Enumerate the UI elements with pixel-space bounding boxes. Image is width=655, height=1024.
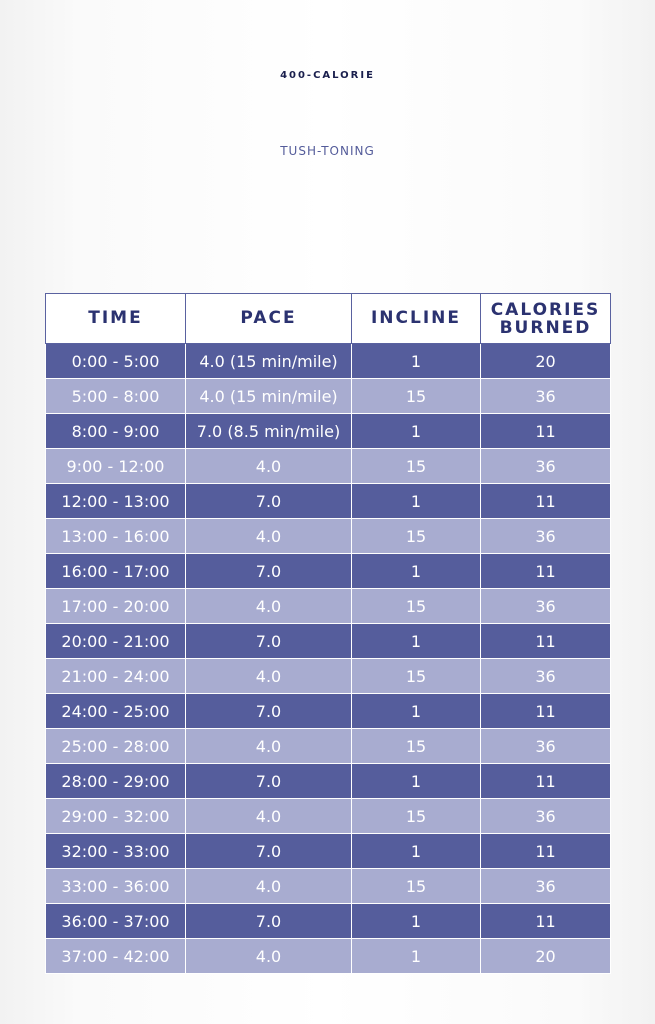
table-row [46,939,611,974]
pace-cell: 4.0 (15 min/mile) [186,379,352,414]
time-cell: 5:00 - 8:00 [46,379,186,414]
table-row [46,484,611,519]
calories-cell: 36 [481,659,611,694]
calories-cell: 36 [481,869,611,904]
pace-cell: 4.0 [186,659,352,694]
pace-cell: 4.0 [186,869,352,904]
pace-cell: 7.0 [186,624,352,659]
pace-cell: 4.0 [186,449,352,484]
table-row [46,764,611,799]
incline-cell: 1 [352,939,481,974]
table-row [46,624,611,659]
incline-cell: 15 [352,869,481,904]
table-row [46,799,611,834]
incline-cell: 15 [352,799,481,834]
header-calories-burned: CALORIES BURNED [481,294,611,344]
time-cell: 33:00 - 36:00 [46,869,186,904]
time-cell: 29:00 - 32:00 [46,799,186,834]
table-row [46,904,611,939]
incline-cell: 1 [352,834,481,869]
calories-cell: 11 [481,764,611,799]
header-incline: INCLINE [352,294,481,344]
title-line-1: 400-CALORIE [280,70,375,81]
calories-cell: 11 [481,624,611,659]
calories-cell: 36 [481,729,611,764]
calories-cell: 36 [481,519,611,554]
time-cell: 13:00 - 16:00 [46,519,186,554]
incline-cell: 15 [352,449,481,484]
time-cell: 24:00 - 25:00 [46,694,186,729]
pace-cell: 4.0 [186,519,352,554]
pace-cell: 7.0 [186,484,352,519]
pace-cell: 7.0 [186,904,352,939]
table-row [46,519,611,554]
time-cell: 0:00 - 5:00 [46,344,186,379]
time-cell: 9:00 - 12:00 [46,449,186,484]
incline-cell: 15 [352,659,481,694]
incline-cell: 1 [352,624,481,659]
header-time: TIME [46,294,186,344]
table-row [46,414,611,449]
incline-cell: 1 [352,484,481,519]
incline-cell: 15 [352,729,481,764]
calories-cell: 20 [481,344,611,379]
title-line-3 [0,190,655,246]
time-cell: 28:00 - 29:00 [46,764,186,799]
header-pace: PACE [186,294,352,344]
pace-cell: 4.0 [186,799,352,834]
calories-cell: 11 [481,554,611,589]
table-body [46,344,611,974]
pace-cell: 7.0 [186,554,352,589]
pace-cell: 4.0 [186,729,352,764]
pace-cell: 7.0 [186,694,352,729]
table-row [46,834,611,869]
pace-cell: 4.0 (15 min/mile) [186,344,352,379]
incline-cell: 1 [352,414,481,449]
calories-cell: 11 [481,694,611,729]
table-row [46,869,611,904]
calories-cell: 11 [481,904,611,939]
calories-cell: 36 [481,589,611,624]
incline-cell: 15 [352,589,481,624]
incline-cell: 1 [352,554,481,589]
time-cell: 17:00 - 20:00 [46,589,186,624]
calories-cell: 36 [481,799,611,834]
incline-cell: 15 [352,379,481,414]
table-row [46,554,611,589]
pace-cell: 4.0 [186,589,352,624]
time-cell: 25:00 - 28:00 [46,729,186,764]
calories-cell: 36 [481,379,611,414]
pace-cell: 7.0 [186,764,352,799]
table-header-row [46,294,611,344]
title-line-2: TUSH-TONING [280,144,375,158]
time-cell: 16:00 - 17:00 [46,554,186,589]
table-row [46,344,611,379]
time-cell: 12:00 - 13:00 [46,484,186,519]
time-cell: 37:00 - 42:00 [46,939,186,974]
incline-cell: 1 [352,904,481,939]
incline-cell: 1 [352,694,481,729]
pace-cell: 7.0 [186,834,352,869]
calories-cell: 11 [481,834,611,869]
pace-cell: 4.0 [186,939,352,974]
pace-cell: 7.0 (8.5 min/mile) [186,414,352,449]
incline-cell: 1 [352,764,481,799]
incline-cell: 1 [352,344,481,379]
table-row [46,449,611,484]
workout-table [45,293,611,974]
table-row [46,379,611,414]
incline-cell: 15 [352,519,481,554]
calories-cell: 36 [481,449,611,484]
calories-cell: 11 [481,484,611,519]
table-row [46,729,611,764]
time-cell: 36:00 - 37:00 [46,904,186,939]
calories-cell: 20 [481,939,611,974]
table-row [46,589,611,624]
time-cell: 21:00 - 24:00 [46,659,186,694]
table-row [46,659,611,694]
time-cell: 32:00 - 33:00 [46,834,186,869]
time-cell: 20:00 - 21:00 [46,624,186,659]
time-cell: 8:00 - 9:00 [46,414,186,449]
calories-cell: 11 [481,414,611,449]
table-row [46,694,611,729]
